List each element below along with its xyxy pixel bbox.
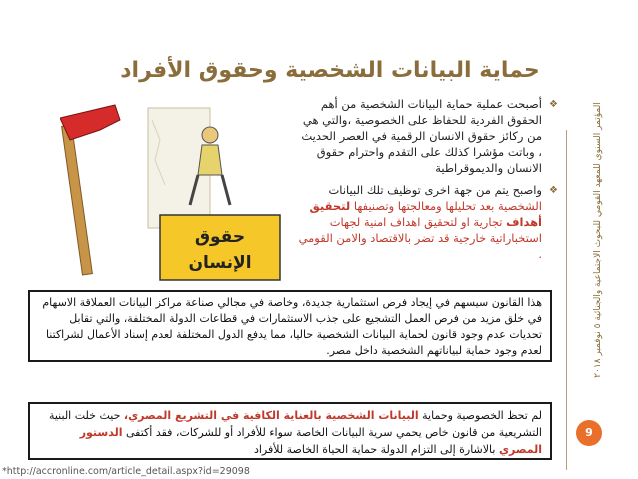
hammer-icon [60, 105, 120, 275]
boxB-part-e: بالاشارة إلى التزام الدولة حماية الحياة الخاصة للأفراد [253, 443, 496, 456]
bullet-1-text: أصبحت عملية حماية البيانات الشخصية من أهم الحقوق الفردية للحفاظ على الخصوصية ،والتي هي من ركائز حقوق الانسان الرقمية في العصر الحديث ، وباتت مؤشرا كذلك على التقدم واحترام حقوق الانسان والديموقراطية [301, 97, 542, 175]
bullet-item-1 [298, 96, 558, 176]
boxB-part-c: حيث خلت البنية التشريعية من قانون خاص يحمي سرية البيانات الخاصة سواء للأفراد أو للشركات، فقد أكتفى [48, 409, 542, 439]
vertical-caption-box [568, 102, 628, 378]
bullet-2-part-a: واصبح يتم من جهة اخرى توظيف تلك البيانات [328, 183, 542, 197]
bullet-item-2 [298, 182, 558, 262]
slide-title: حماية البيانات الشخصية وحقوق الأفراد [120, 58, 540, 83]
boxB-part-a: لم تحظ الخصوصية وحماية [422, 409, 542, 422]
law-benefits-box: هذا القانون سيسهم في إيجاد فرص استثمارية جديدة، وخاصة في مجالي صناعة مراكز البيانات العملاقة الاسهام في خلق مزيد من فرص العمل التشجيع على جذب الاستثمارات في قطاعات الدولة المختلفة، والتي تقابل تحديات عدم وجود قانون لحماية البيانات الشخصية حاليا، مما يدفع الدول المختلفة لعدم إسناد الأعمال لشراكتنا لعدم وجود حماية لبياناتهم الشخصية داخل مصر. [28, 290, 552, 362]
vertical-divider [566, 130, 567, 470]
bullet-icon: ❖ [549, 99, 558, 110]
bullet-list [298, 96, 558, 268]
sign-icon [160, 215, 280, 280]
boxB-part-b: البيانات الشخصية بالعناية الكافية في التشريع المصري، [123, 409, 419, 422]
page-number: 9 [576, 420, 602, 446]
footnote-link[interactable]: *http://accronline.com/article_detail.aspx?id=29098 [2, 466, 250, 477]
vertical-caption: المؤتمر السنوي للمعهد القومي للبحوث الاجتماعية والجنائية ٥ نوفمبر ٢٠١٨ [593, 102, 603, 378]
bullet-2-part-c: لتحقيق أهداف [309, 199, 542, 229]
legislation-box [28, 402, 552, 460]
bullet-2-part-d: تجارية او لتحقيق اهداف امنية لجهات استخباراتية خارجية قد تضر بالاقتصاد والامن القومي . [298, 215, 542, 261]
svg-text:حقوق: حقوق [194, 227, 246, 247]
bullet-2-part-b: الشخصية بعد تحليلها ومعالجتها وتصنيفها [353, 199, 542, 213]
bullet-icon: ❖ [549, 185, 558, 196]
hammer-sign-illustration [60, 100, 290, 285]
svg-text:الإنسان: الإنسان [188, 253, 252, 273]
boxB-part-d: الدستور المصري [79, 426, 542, 456]
